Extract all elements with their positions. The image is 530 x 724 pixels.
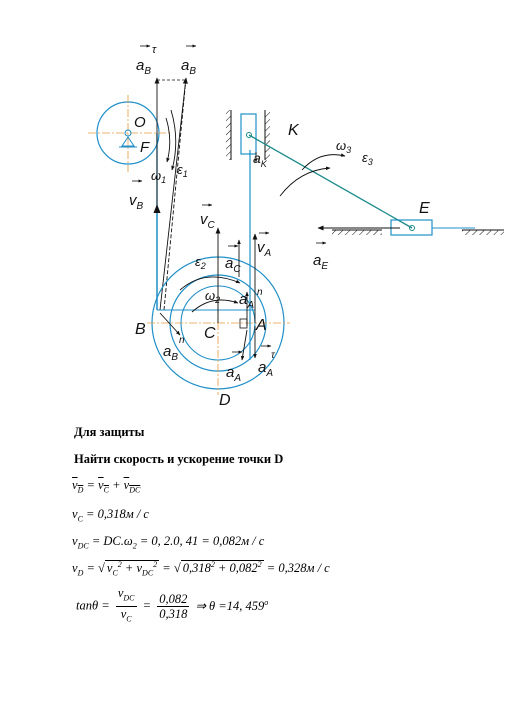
label-d: D bbox=[219, 392, 231, 409]
label-tau-top: τ bbox=[152, 44, 157, 56]
svg-text:ε2: $\varepsilon_2$ bbox=[195, 254, 206, 271]
svg-text:aA: $a_A$ bbox=[226, 364, 242, 384]
rod-ke bbox=[249, 135, 412, 228]
label-aBn: a bbox=[163, 343, 172, 360]
label-omega2: ω bbox=[205, 288, 216, 303]
svg-text:aA: $a_A$ bbox=[239, 291, 255, 311]
equation-theta: tanθ = $\frac{v_{DC}}{v_C}$ = $\frac{0,082}{0,318}$ ⇒ θ =14, 459$^o$ bbox=[76, 586, 269, 623]
label-e: E bbox=[419, 200, 430, 217]
equation-vdc: $v_{DC} = DC.\omega_2 = 0$, 2.0, 41 = 0,082м / с bbox=[72, 534, 265, 551]
svg-text:vB: $v_B$ bbox=[129, 192, 144, 212]
slider-e bbox=[332, 220, 504, 235]
svg-text:aC: $a_C$ bbox=[225, 255, 241, 275]
label-b: B bbox=[135, 321, 146, 338]
label-eps1: ε bbox=[177, 162, 183, 177]
label-c: C bbox=[204, 325, 216, 342]
heading-task: Найти скорость и ускорение точки D bbox=[74, 452, 284, 466]
equation-vc: $v_C = 0,318м / с$ bbox=[72, 507, 149, 524]
label-vC: v bbox=[200, 211, 208, 228]
svg-text:vA: $v_A$ bbox=[257, 239, 272, 259]
label-aE: a bbox=[313, 252, 322, 269]
label-vA: v bbox=[257, 239, 265, 256]
svg-text:aA: $a_A$ bbox=[258, 359, 274, 379]
label-omega1: ω bbox=[151, 168, 162, 183]
label-o: O bbox=[134, 114, 146, 131]
label-aC: a bbox=[225, 255, 234, 272]
label-aB: a bbox=[181, 57, 190, 74]
label-a: A bbox=[256, 317, 267, 334]
label-aA: a bbox=[226, 364, 235, 381]
svg-text:ω2: $\omega_2$ bbox=[205, 288, 221, 305]
svg-text:ε3: $\varepsilon_3$ bbox=[362, 150, 373, 167]
label-k: K bbox=[288, 122, 299, 139]
svg-text:aB: $a_B$ bbox=[163, 343, 179, 363]
equation-vector-sum: $v_D = v_C + v_{DC}$ bbox=[72, 478, 141, 495]
wheel-o bbox=[88, 95, 170, 172]
svg-text:aB: $a_B$ bbox=[181, 57, 197, 77]
svg-text:aK: $a_K$ bbox=[253, 150, 267, 169]
heading-defense: Для защиты bbox=[74, 425, 145, 439]
label-vB: v bbox=[129, 192, 137, 209]
label-tau-a: τ bbox=[271, 350, 275, 361]
label-aAtau: a bbox=[258, 359, 267, 376]
svg-text:aB: $a_B$ bbox=[136, 57, 152, 77]
slider-k bbox=[226, 110, 270, 160]
svg-text:vC: $v_C$ bbox=[200, 211, 215, 231]
label-n-a: n bbox=[257, 287, 263, 298]
svg-text:aE: $a_E$ bbox=[313, 252, 329, 272]
svg-text:ω3: $\omega_3$ bbox=[336, 138, 352, 155]
label-aB-tau: a bbox=[136, 57, 145, 74]
label-aAn: a bbox=[239, 291, 248, 308]
label-eps2: ε bbox=[195, 254, 201, 269]
label-n-b: n bbox=[179, 335, 185, 346]
label-aK: a bbox=[253, 150, 261, 166]
label-omega3: ω bbox=[336, 138, 347, 153]
svg-text:ω1: $\omega_1$ bbox=[151, 168, 167, 185]
equation-vd: $v_D$ = √ $v_C^2 + v_{DC}^2$ = √ $0,318^2 + 0,082^2 = 0,328м / с$ bbox=[72, 560, 330, 578]
label-eps3: ε bbox=[362, 150, 368, 165]
label-f: F bbox=[140, 139, 150, 156]
svg-text:ε1: $\varepsilon_1$ bbox=[177, 162, 188, 179]
